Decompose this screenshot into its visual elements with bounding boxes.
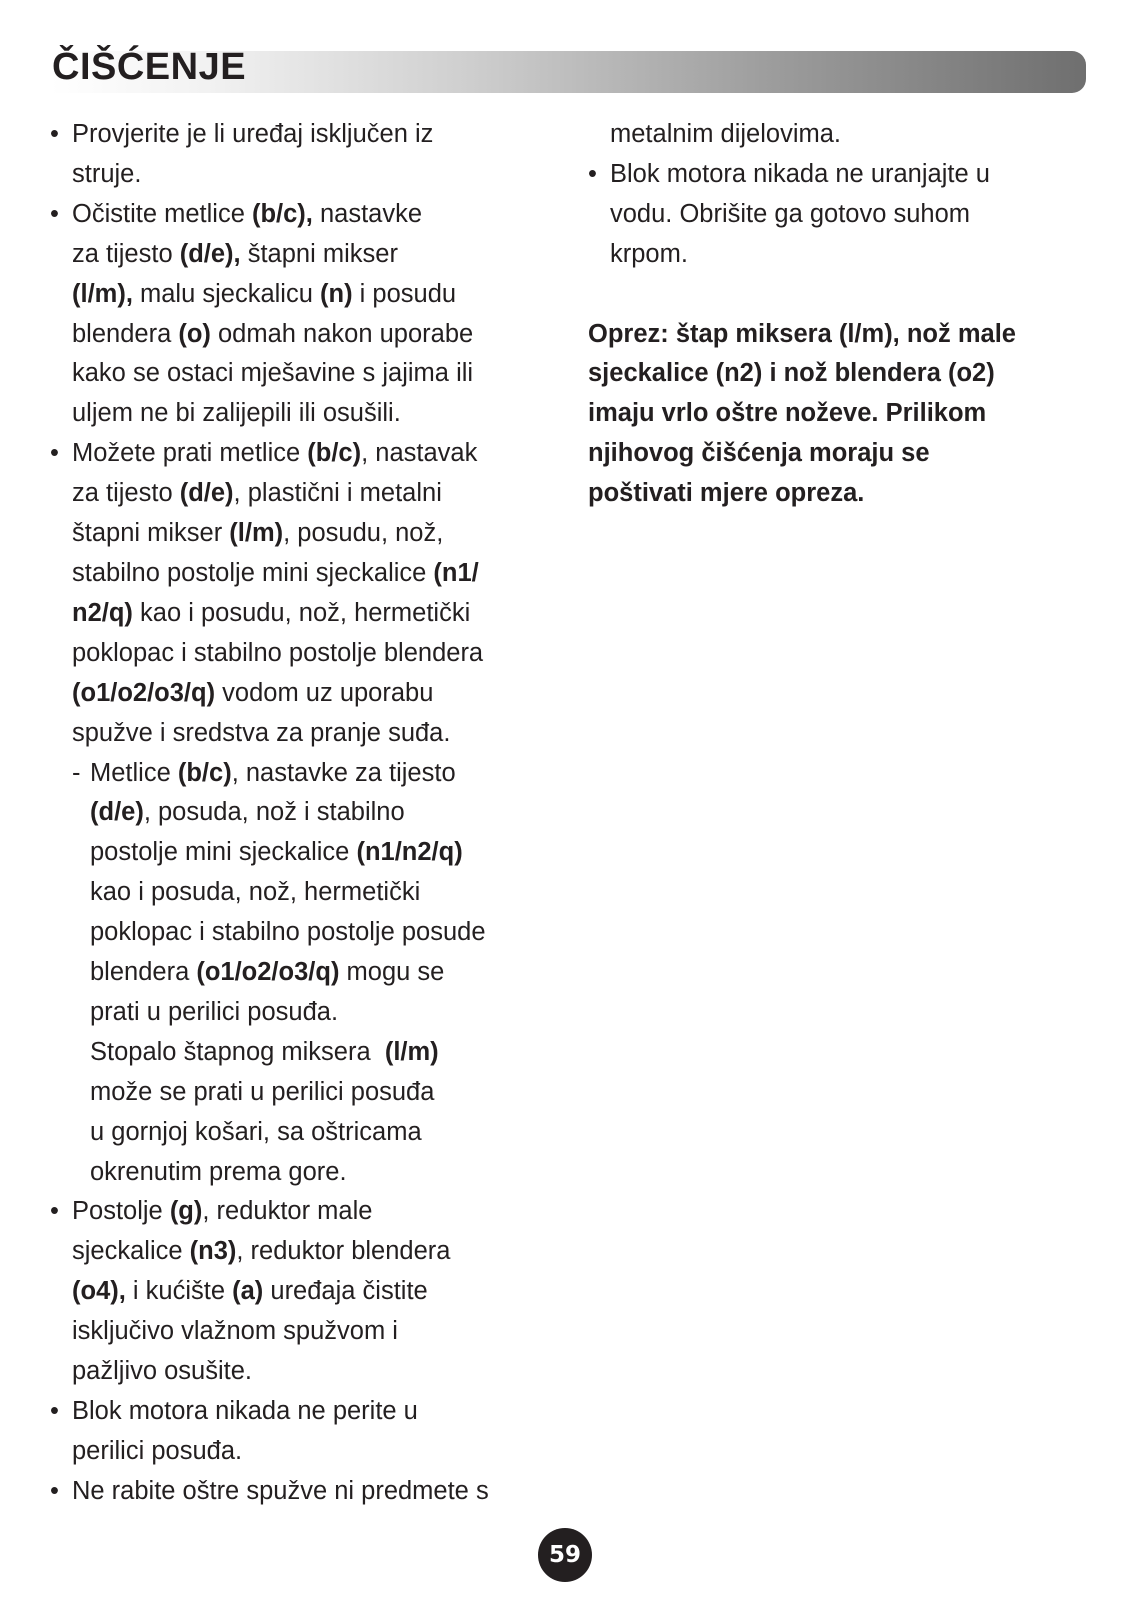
text-line: struje.	[72, 159, 142, 188]
text-line: Možete prati metlice (b/c), nastavak	[72, 439, 478, 468]
text-line: u gornjoj košari, sa oštricama	[90, 1117, 422, 1146]
text-line: (l/m), malu sjeckalicu (n) i posudu	[72, 279, 457, 308]
text-line: n2/q) kao i posudu, nož, hermetički	[72, 598, 471, 627]
text-line: Stopalo štapnog miksera (l/m)	[90, 1037, 439, 1066]
text-line: Provjerite je li uređaj isključen iz	[72, 120, 434, 148]
text-line: vodu. Obrišite ga gotovo suhom	[610, 199, 971, 228]
text-line: (o4), i kućište (a) uređaja čistite	[72, 1277, 428, 1306]
bullet: •	[50, 1476, 59, 1505]
bullet: •	[50, 1397, 59, 1425]
text-line: Postolje (g), reduktor male	[72, 1197, 373, 1226]
dash: -	[72, 758, 81, 787]
text-line: poklopac i stabilno postolje posude	[90, 918, 486, 947]
text-line: isključivo vlažnom spužvom i	[72, 1317, 398, 1346]
text-line: stabilno postolje mini sjeckalice (n1/	[72, 558, 479, 587]
caution-line: Oprez: štap miksera (l/m), nož male	[588, 319, 1016, 348]
text-line: za tijesto (d/e), štapni mikser	[72, 239, 398, 268]
text-line: perilici posuđa.	[72, 1436, 243, 1465]
page-title: ČIŠĆENJE	[52, 46, 247, 88]
bullet-item-no-abrasive	[50, 1472, 550, 1512]
caution-note	[588, 315, 1088, 515]
text-line: (d/e), posuda, nož i stabilno	[90, 798, 405, 827]
text-line: može se prati u perilici posuđa	[90, 1077, 435, 1106]
caution-line: sjeckalice (n2) i nož blendera (o2)	[588, 359, 995, 388]
bullet-item-base-cleaning	[50, 1192, 550, 1392]
text-line: prati u perilici posuđa.	[90, 997, 339, 1026]
text-line: pažljivo osušite.	[72, 1357, 253, 1386]
bullet-item-motor-no-dishwasher	[50, 1392, 550, 1472]
bullet: •	[50, 199, 59, 228]
text-line: poklopac i stabilno postolje blendera	[72, 638, 484, 667]
bullet: •	[588, 159, 597, 188]
right-column	[588, 115, 1088, 514]
text-line: Blok motora nikada ne uranjajte u	[610, 159, 990, 188]
text-line-continuation: metalnim dijelovima.	[610, 120, 841, 148]
text-line: kao i posuda, nož, hermetički	[90, 878, 421, 907]
text-line: Ne rabite oštre spužve ni predmete s	[72, 1476, 489, 1505]
text-line: postolje mini sjeckalice (n1/n2/q)	[90, 838, 463, 867]
text-line: za tijesto (d/e), plastični i metalni	[72, 479, 442, 508]
bullet: •	[50, 120, 59, 148]
bullet-item-check-unplugged	[50, 115, 550, 195]
text-line: spužve i sredstva za pranje suđa.	[72, 718, 451, 747]
caution-line: njihovog čišćenja moraju se	[588, 439, 930, 468]
text-line: uljem ne bi zalijepili ili osušili.	[72, 399, 401, 428]
text-line: štapni mikser (l/m), posudu, nož,	[72, 519, 444, 548]
text-line: Metlice (b/c), nastavke za tijesto	[90, 758, 456, 787]
left-column	[50, 115, 550, 1512]
bullet: •	[50, 439, 59, 468]
caution-line: poštivati mjere opreza.	[588, 479, 865, 508]
bullet: •	[50, 1197, 59, 1226]
dash-item-dishwasher-safe	[50, 754, 550, 1193]
bullet-item-clean-immediately	[50, 195, 550, 434]
text-line: kako se ostaci mješavine s jajima ili	[72, 359, 474, 388]
text-line: Očistite metlice (b/c), nastavke	[72, 199, 423, 228]
text-line: sjeckalice (n3), reduktor blendera	[72, 1237, 451, 1266]
text-line: (o1/o2/o3/q) vodom uz uporabu	[72, 678, 434, 707]
text-line: okrenutim prema gore.	[90, 1157, 347, 1186]
caution-line: imaju vrlo oštre noževe. Prilikom	[588, 399, 987, 428]
bullet-item-washing-parts	[50, 434, 550, 753]
text-line: blendera (o1/o2/o3/q) mogu se	[90, 958, 445, 987]
page-number: 59	[538, 1528, 592, 1582]
text-line: krpom.	[610, 239, 688, 268]
text-line: blendera (o) odmah nakon uporabe	[72, 319, 474, 348]
text-line: Blok motora nikada ne perite u	[72, 1397, 418, 1425]
bullet-item-motor-no-water	[588, 155, 1088, 275]
